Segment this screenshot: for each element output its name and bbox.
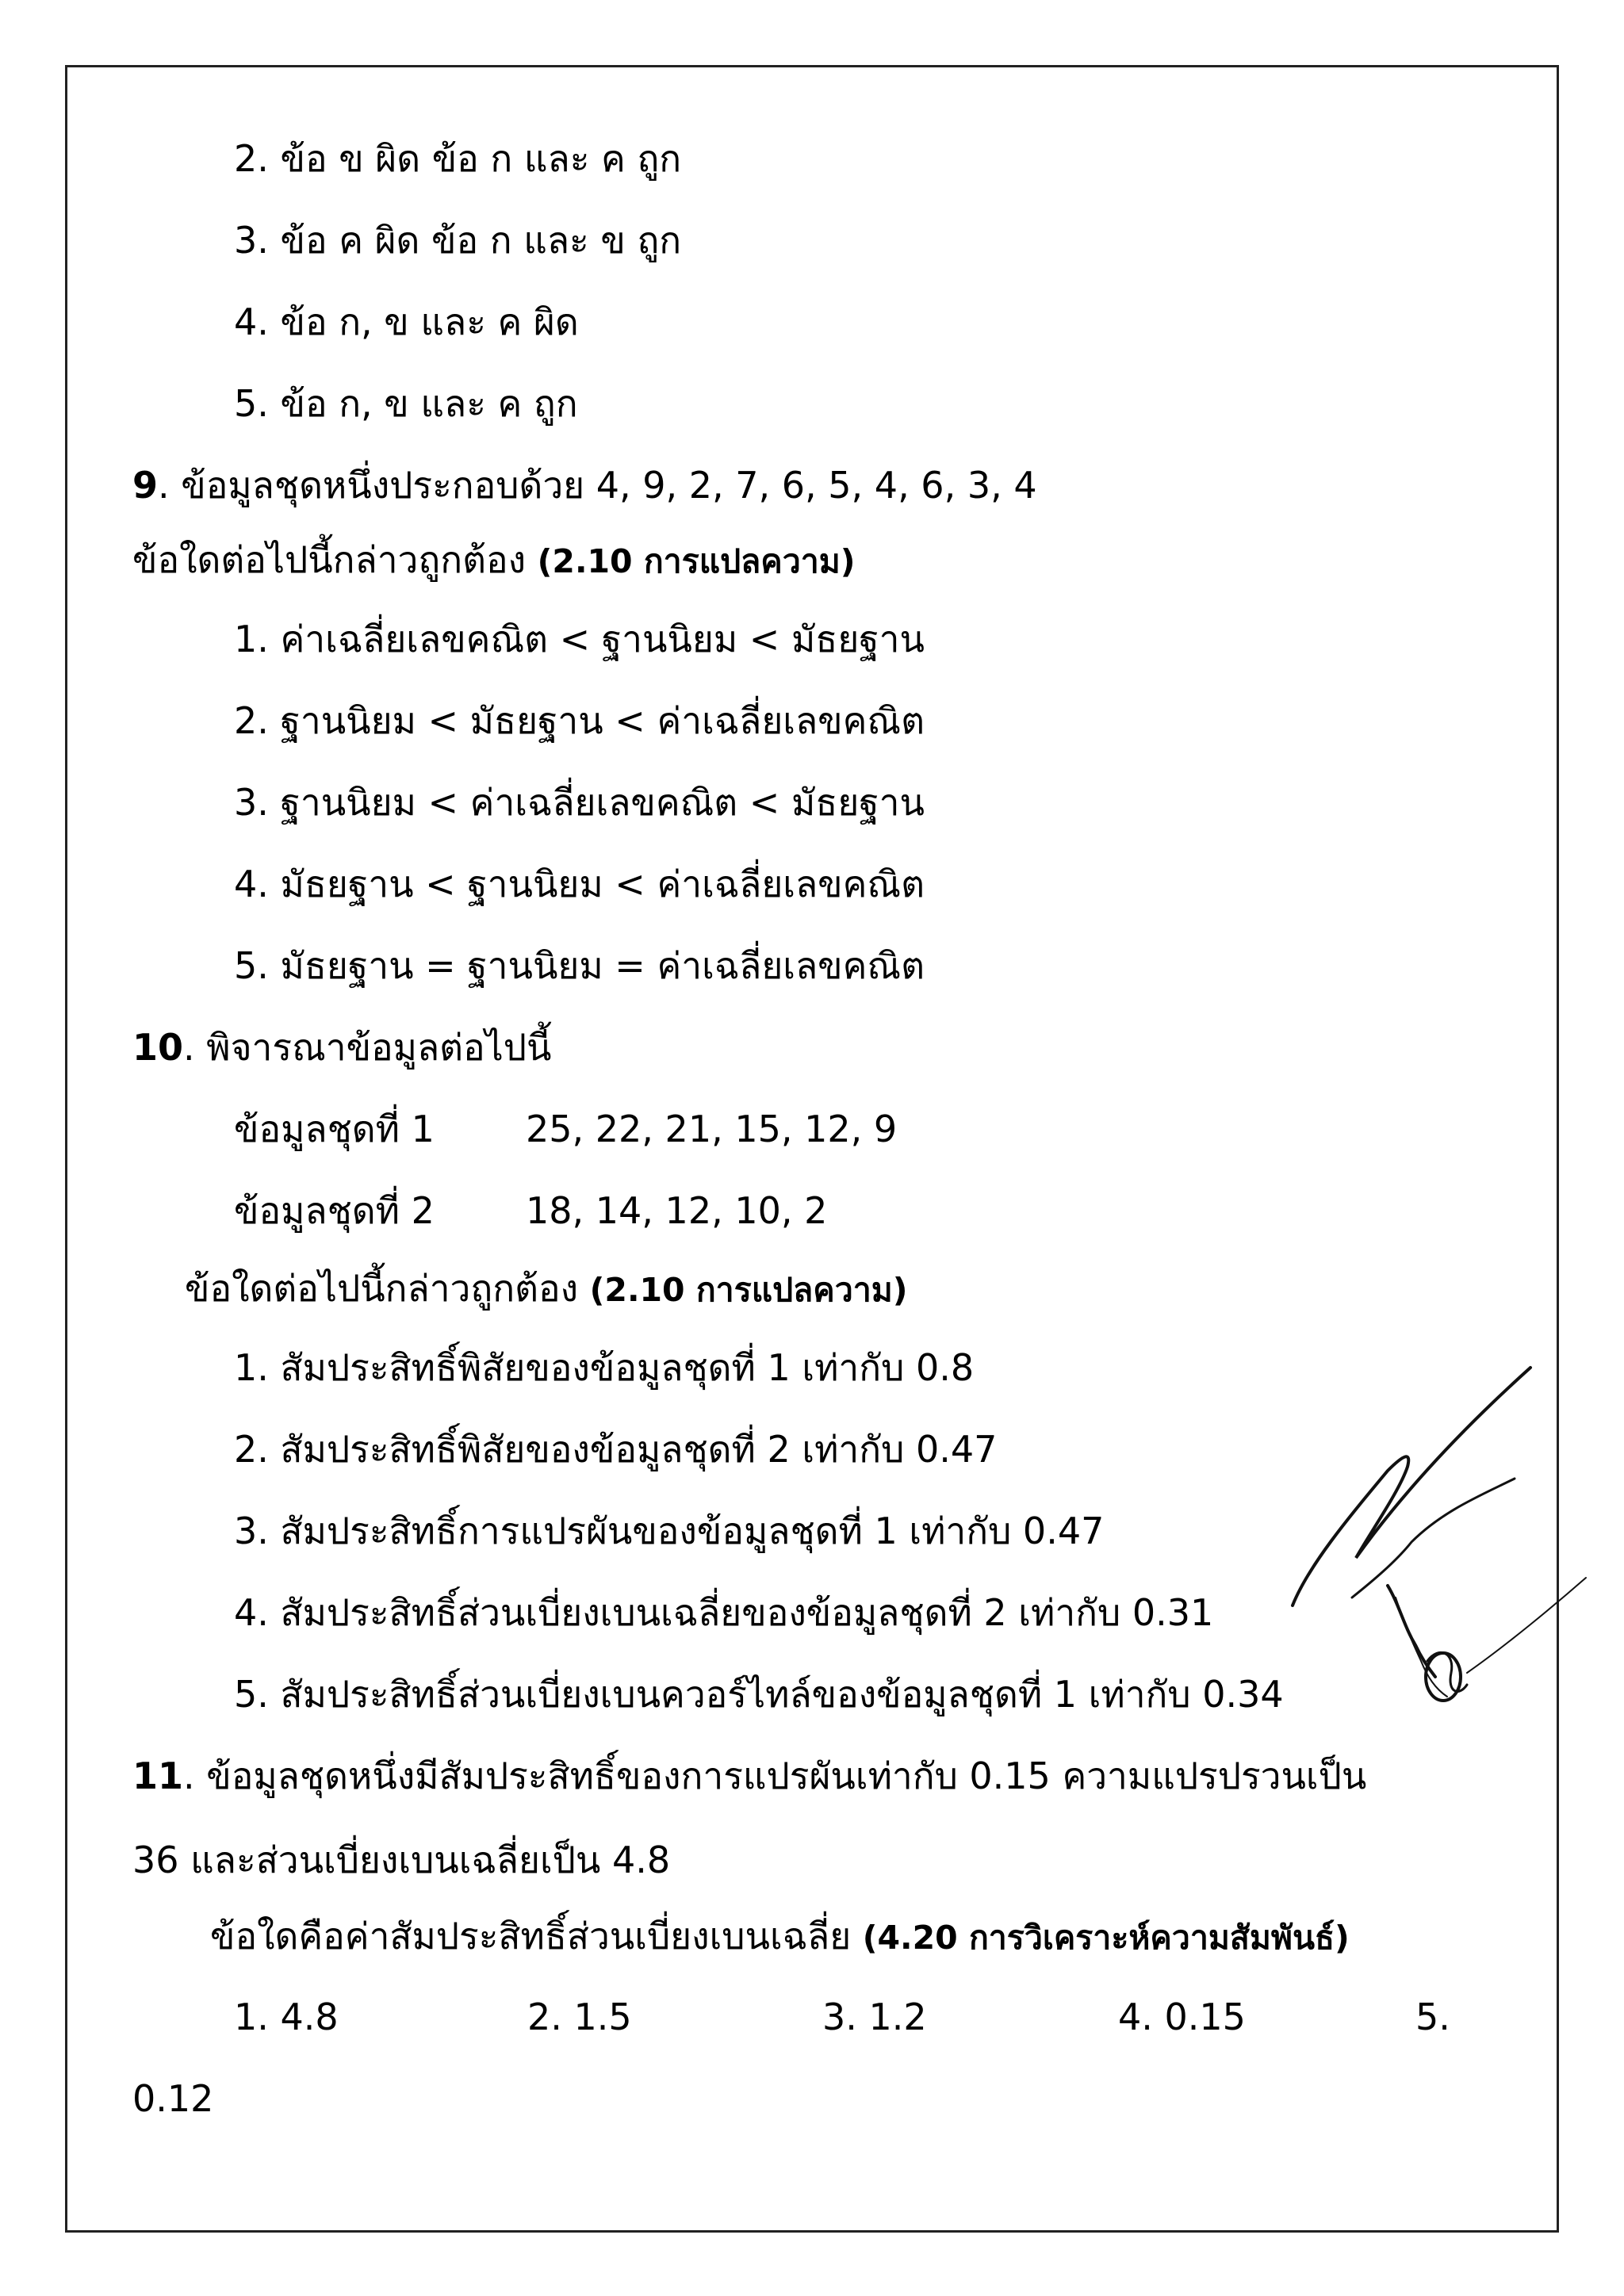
q11-question-text: ข้อใดคือค่าสัมประสิทธิ์ส่วนเบี่ยงเบนเฉลี่ย [210, 1915, 863, 1957]
q8-option-5: 5. ข้อ ก, ข และ ค ถูก [234, 382, 578, 425]
q11-stem-text: . ข้อมูลชุดหนึ่งมีสัมประสิทธิ์ของการแปรผันเท่ากับ 0.15 ความแปรปรวนเป็น [183, 1755, 1367, 1797]
q10-option-3: 3. สัมประสิทธิ์การแปรผันของข้อมูลชุดที่ 1 เท่ากับ 0.47 [234, 1510, 1105, 1552]
q11-option-2: 2. 1.5 [527, 1996, 632, 2038]
q10-set2-label: ข้อมูลชุดที่ 2 [234, 1189, 435, 1232]
q11-option-3: 3. 1.2 [822, 1996, 927, 2038]
q11-reference: (4.20 การวิเคราะห์ความสัมพันธ์) [862, 1919, 1350, 1957]
q11-option-5-label: 5. [1415, 1996, 1450, 2038]
q8-option-2: 2. ข้อ ข ผิด ข้อ ก และ ค ถูก [234, 137, 682, 180]
q9-option-3: 3. ฐานนิยม < ค่าเฉลี่ยเลขคณิต < มัธยฐาน [234, 781, 925, 824]
q10-set2-values: 18, 14, 12, 10, 2 [526, 1189, 828, 1232]
q9-stem [132, 461, 1037, 509]
q9-reference: (2.10 การแปลความ) [537, 542, 856, 580]
q11-number: 11 [132, 1755, 184, 1797]
q10-data-set-2 [234, 1187, 828, 1234]
q11-option-1: 1. 4.8 [234, 1996, 339, 2038]
q9-stem-text: . ข้อมูลชุดหนึ่งประกอบด้วย 4, 9, 2, 7, 6, 5, 4, 6, 3, 4 [158, 464, 1037, 507]
q10-number: 10 [132, 1026, 184, 1069]
q10-option-5: 5. สัมประสิทธิ์ส่วนเบี่ยงเบนควอร์ไทล์ของข้อมูลชุดที่ 1 เท่ากับ 0.34 [234, 1673, 1284, 1716]
q10-question [185, 1265, 908, 1314]
q11-stem-continued: 36 และส่วนเบี่ยงเบนเฉลี่ยเป็น 4.8 [132, 1839, 671, 1881]
q9-option-2: 2. ฐานนิยม < มัธยฐาน < ค่าเฉลี่ยเลขคณิต [234, 699, 925, 742]
q10-option-2: 2. สัมประสิทธิ์พิสัยของข้อมูลชุดที่ 2 เท่ากับ 0.47 [234, 1428, 998, 1471]
q10-set1-values: 25, 22, 21, 15, 12, 9 [526, 1108, 898, 1150]
q10-stem-text: . พิจารณาข้อมูลต่อไปนี้ [183, 1026, 552, 1069]
q10-set1-label: ข้อมูลชุดที่ 1 [234, 1108, 435, 1150]
q10-reference: (2.10 การแปลความ) [589, 1271, 908, 1309]
q9-option-4: 4. มัธยฐาน < ฐานนิยม < ค่าเฉลี่ยเลขคณิต [234, 863, 925, 905]
q10-option-4: 4. สัมประสิทธิ์ส่วนเบี่ยงเบนเฉลี่ยของข้อมูลชุดที่ 2 เท่ากับ 0.31 [234, 1591, 1214, 1634]
q10-stem [132, 1024, 551, 1071]
q11-question [210, 1912, 1350, 1961]
q11-option-5-value: 0.12 [132, 2077, 214, 2120]
q10-data-set-1 [234, 1105, 898, 1153]
q8-option-4: 4. ข้อ ก, ข และ ค ผิด [234, 300, 579, 343]
q9-option-1: 1. ค่าเฉลี่ยเลขคณิต < ฐานนิยม < มัธยฐาน [234, 618, 925, 660]
q10-question-text: ข้อใดต่อไปนี้กล่าวถูกต้อง [185, 1267, 590, 1310]
q11-stem [132, 1752, 1366, 1800]
handwritten-signature [1213, 1360, 1610, 1732]
q11-options-row [0, 1993, 1624, 2041]
q9-number: 9 [132, 464, 159, 507]
q9-question-text: ข้อใดต่อไปนี้กล่าวถูกต้อง [132, 538, 538, 581]
q11-option-4: 4. 0.15 [1118, 1996, 1246, 2038]
q8-option-3: 3. ข้อ ค ผิด ข้อ ก และ ข ถูก [234, 219, 682, 262]
q9-question [132, 536, 856, 585]
q10-option-1: 1. สัมประสิทธิ์พิสัยของข้อมูลชุดที่ 1 เท่ากับ 0.8 [234, 1346, 975, 1389]
q9-option-5: 5. มัธยฐาน = ฐานนิยม = ค่าเฉลี่ยเลขคณิต [234, 944, 925, 987]
